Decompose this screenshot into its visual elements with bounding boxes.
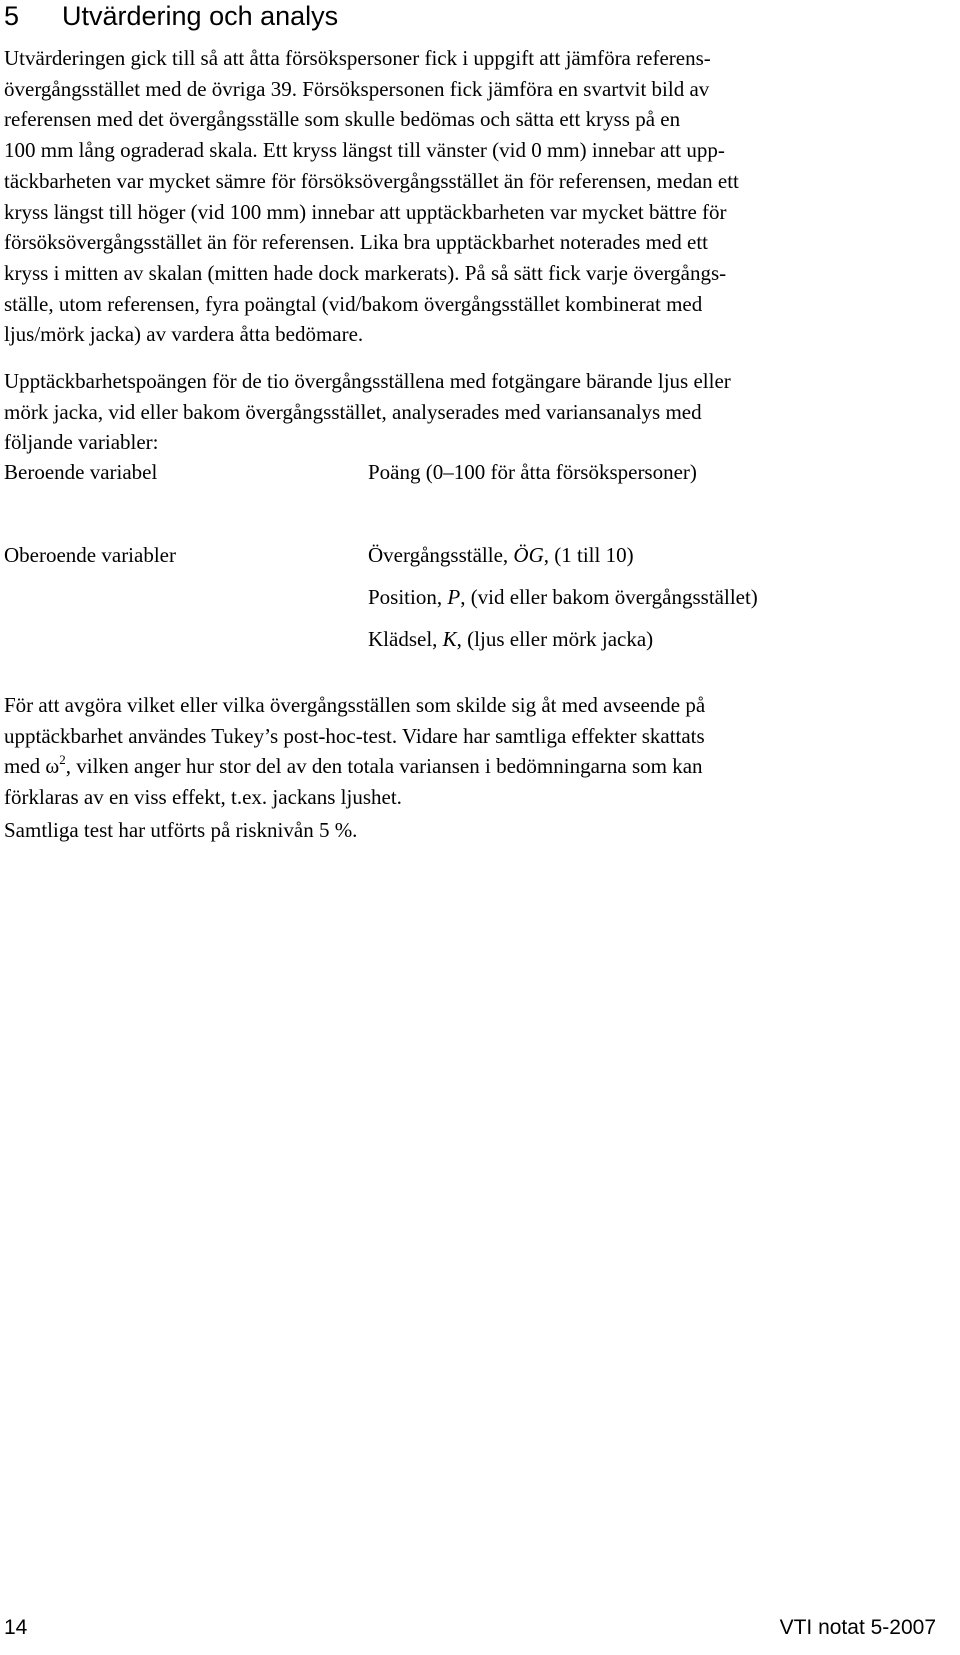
paragraph-evaluation-method bbox=[4, 43, 918, 350]
publication-id: VTI notat 5-2007 bbox=[779, 1616, 936, 1639]
variable-description: , (vid eller bakom övergångsstället) bbox=[460, 585, 758, 609]
text-line: upptäckbarhet användes Tukey’s post-hoc-test. Vidare har samtliga effekter skattats bbox=[4, 723, 705, 748]
independent-variable-position bbox=[368, 583, 758, 611]
independent-variable-crossing bbox=[368, 541, 634, 569]
variable-description: , (1 till 10) bbox=[543, 543, 634, 567]
text-line: förklaras av en viss effekt, t.ex. jackans ljushet. bbox=[4, 785, 402, 810]
variable-symbol: ÖG bbox=[513, 543, 544, 567]
text-fragment: med ω bbox=[4, 754, 60, 779]
section-number: 5 bbox=[4, 1, 20, 31]
text-line: referensen med det övergångsställe som skulle bedömas och sätta ett kryss på en bbox=[4, 107, 681, 132]
text-line: För att avgöra vilket eller vilka övergångsställen som skilde sig åt med avseende på bbox=[4, 693, 706, 717]
omega-superscript: 2 bbox=[59, 752, 66, 768]
variable-symbol: K bbox=[442, 627, 457, 651]
paragraph-variance-analysis bbox=[4, 366, 918, 458]
independent-variable-clothing bbox=[368, 625, 653, 653]
text-line: kryss längst till höger (vid 100 mm) innebar att upptäckbarheten var mycket bättre för bbox=[4, 199, 727, 224]
text-line: ljus/mörk jacka) av vardera åtta bedömare. bbox=[4, 322, 364, 347]
variable-name: Övergångsställe, bbox=[368, 543, 514, 567]
dependent-variable-value: Poäng (0–100 för åtta försökspersoner) bbox=[368, 460, 697, 484]
text-line: Utvärderingen gick till så att åtta försökspersoner fick i uppgift att jämföra referens- bbox=[4, 46, 711, 70]
variable-name: Klädsel, bbox=[368, 627, 443, 651]
variable-name: Position, bbox=[368, 585, 448, 609]
text-line: 100 mm lång ograderad skala. Ett kryss längst till vänster (vid 0 mm) innebar att upp- bbox=[4, 138, 725, 163]
text-line: kryss i mitten av skalan (mitten hade dock markerats). På så sätt fick varje övergångs- bbox=[4, 260, 727, 285]
text-line: följande variabler: bbox=[4, 430, 159, 455]
text-line: täckbarheten var mycket sämre för försöksövergångsstället än för referensen, medan ett bbox=[4, 168, 739, 193]
variable-description: , (ljus eller mörk jacka) bbox=[456, 627, 654, 651]
text-line-omega bbox=[4, 751, 918, 782]
text-line: övergångsstället med de övriga 39. Försökspersonen fick jämföra en svartvit bild av bbox=[4, 76, 710, 101]
section-title: Utvärdering och analys bbox=[62, 1, 339, 31]
text-line: försöksövergångsstället än för referensen. Lika bra upptäckbarhet noterades med ett bbox=[4, 230, 709, 255]
variable-symbol: P bbox=[447, 585, 461, 609]
independent-variables-label: Oberoende variabler bbox=[4, 543, 176, 567]
page-footer bbox=[4, 1614, 936, 1642]
text-line: Upptäckbarhetspoängen för de tio övergångsställena med fotgängare bärande ljus eller bbox=[4, 369, 731, 393]
page-number: 14 bbox=[4, 1616, 28, 1639]
text-fragment: , vilken anger hur stor del av den totala variansen i bedömningarna som kan bbox=[65, 754, 703, 779]
text-line: mörk jacka, vid eller bakom övergångsstället, analyserades med variansanalys med bbox=[4, 399, 702, 424]
dependent-variable-label: Beroende variabel bbox=[4, 460, 158, 484]
section-heading bbox=[4, 0, 338, 32]
paragraph-tukey-test bbox=[4, 690, 918, 813]
text-line: ställe, utom referensen, fyra poängtal (vid/bakom övergångsstället kombinerat med bbox=[4, 291, 703, 316]
text-line: Samtliga test har utförts på risknivån 5 %. bbox=[4, 818, 358, 842]
paragraph-risk-level bbox=[4, 815, 918, 846]
